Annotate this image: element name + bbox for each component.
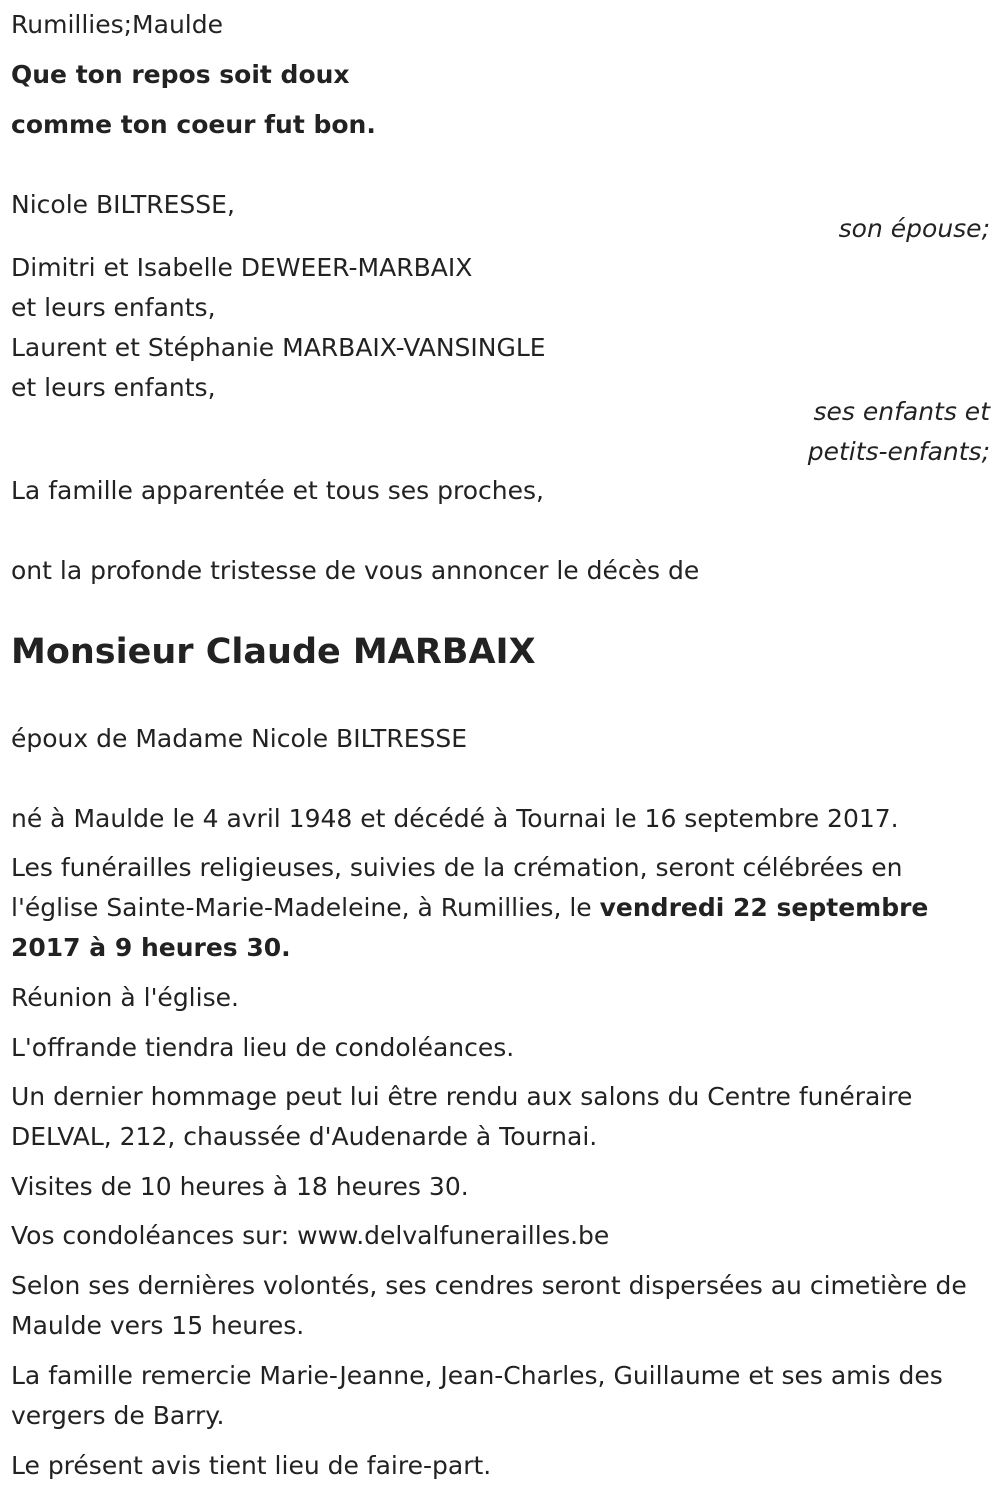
tribute: Un dernier hommage peut lui être rendu aux salons du Centre funéraire DELVAL, 212, chaussée d'Audenarde à Tournai.: [11, 1082, 913, 1151]
motto-line-2: comme ton coeur fut bon.: [11, 110, 376, 139]
funeral-text: Les funérailles religieuses, suivies de la crémation, seront célébrées en l'église Sainte-Marie-Madeleine, à Rumillies, le: [11, 853, 903, 922]
children-role-line-2: petits-enfants;: [807, 437, 990, 466]
location: Rumillies;Maulde: [11, 10, 223, 39]
spouse-role: son épouse;: [838, 214, 990, 243]
children-role-line-1: ses enfants et: [813, 397, 990, 426]
child-line-4: et leurs enfants,: [11, 373, 216, 402]
spouse-of: époux de Madame Nicole BILTRESSE: [11, 724, 468, 753]
relatives: La famille apparentée et tous ses proches,: [11, 476, 544, 505]
funeral-date: vendredi 22 septembre 2017 à 9 heures 30.: [11, 893, 929, 962]
funeral-paragraph: [11, 848, 991, 968]
visits: Visites de 10 heures à 18 heures 30.: [11, 1172, 469, 1201]
spouse-name: Nicole BILTRESSE,: [11, 190, 235, 219]
birth-death: né à Maulde le 4 avril 1948 et décédé à Tournai le 16 septembre 2017.: [11, 804, 899, 833]
announcement: ont la profonde tristesse de vous annoncer le décès de: [11, 556, 700, 585]
offering: L'offrande tiendra lieu de condoléances.: [11, 1033, 515, 1062]
motto-line-1: Que ton repos soit doux: [11, 60, 350, 89]
thanks: La famille remercie Marie-Jeanne, Jean-Charles, Guillaume et ses amis des vergers de Barry.: [11, 1361, 943, 1430]
ashes: Selon ses dernières volontés, ses cendres seront dispersées au cimetière de Maulde vers 15 heures.: [11, 1271, 967, 1340]
child-line-1: Dimitri et Isabelle DEWEER-MARBAIX: [11, 253, 473, 282]
child-line-3: Laurent et Stéphanie MARBAIX-VANSINGLE: [11, 333, 546, 362]
condolences: Vos condoléances sur: www.delvalfunerailles.be: [11, 1221, 610, 1250]
meeting: Réunion à l'église.: [11, 983, 239, 1012]
child-line-2: et leurs enfants,: [11, 293, 216, 322]
deceased-name: Monsieur Claude MARBAIX: [11, 632, 536, 672]
notice: Le présent avis tient lieu de faire-part.: [11, 1451, 492, 1480]
